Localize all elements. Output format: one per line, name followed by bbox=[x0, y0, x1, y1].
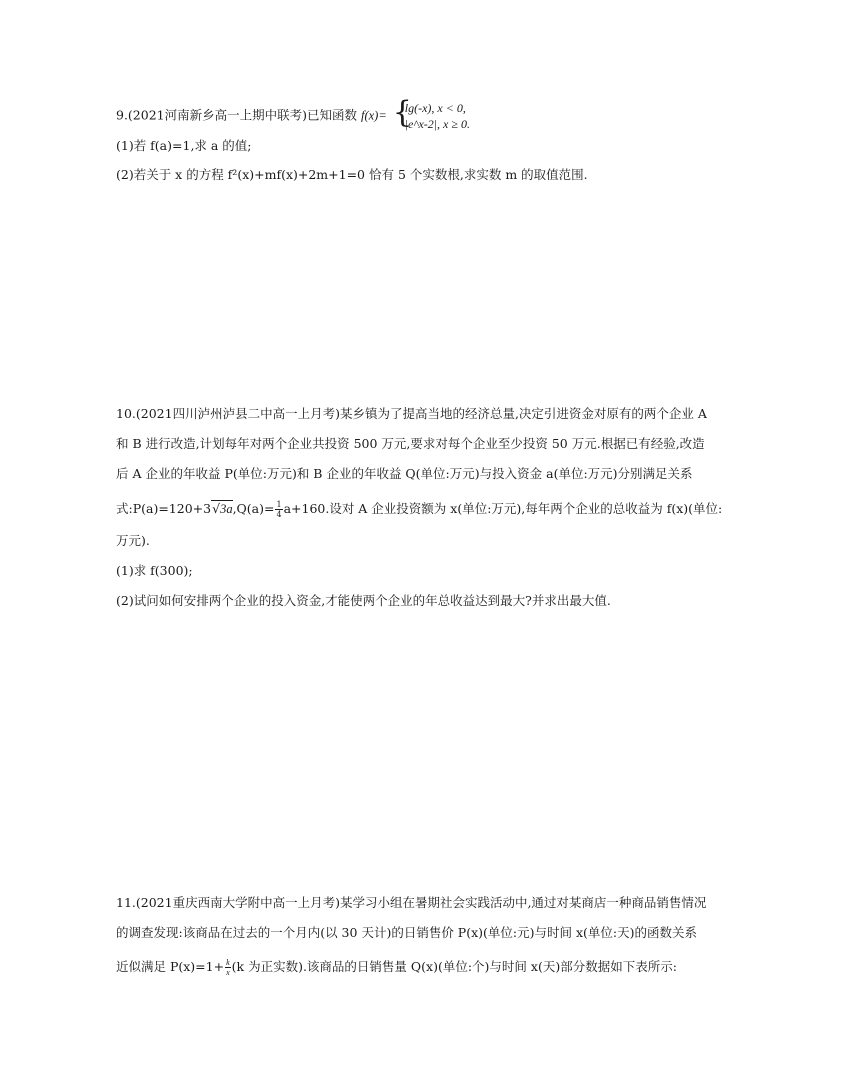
q10-fraction-num: 1 bbox=[276, 500, 282, 509]
q11-line-3 bbox=[116, 958, 677, 977]
q9-brace: { bbox=[392, 95, 412, 130]
q9-case-2: |e^x-2|, x ≥ 0. bbox=[404, 117, 470, 131]
q10-formula-rest: a+160.设对 A 企业投资额为 x(单位:万元),每年两个企业的总收益为 f(x)(单位: bbox=[283, 501, 723, 516]
q11-line-2: 的调查发现:该商品在过去的一个月内(以 30 天计)的日销售价 P(x)(单位:元)与时间 x(单位:天)的函数关系 bbox=[116, 925, 697, 940]
q9-piecewise-function bbox=[392, 95, 470, 132]
q10-sqrt-radicand: 3a bbox=[220, 502, 233, 516]
q9-function-lhs: f(x)= bbox=[360, 108, 387, 123]
q9-part-1: (1)若 f(a)=1,求 a 的值; bbox=[116, 138, 252, 153]
q11-line-1: 11.(2021重庆西南大学附中高一上月考)某学习小组在暑期社会实践活动中,通过对某商店一种商品销售情况 bbox=[116, 895, 707, 910]
q9-header: 9.(2021河南新乡高一上期中联考)已知函数 bbox=[116, 107, 357, 123]
q10-sqrt: √3a bbox=[212, 501, 233, 516]
q11-fraction-den: x bbox=[226, 968, 230, 977]
q11-fraction-num: k bbox=[226, 958, 230, 967]
q10-line-2: 和 B 进行改造,计划每年对两个企业共投资 500 万元,要求对每个企业至少投资 50 万元.根据已有经验,改造 bbox=[116, 436, 705, 451]
q9-case-1: lg(-x), x < 0, bbox=[404, 101, 466, 115]
q10-fraction bbox=[275, 500, 282, 519]
q10-line-5: 万元). bbox=[116, 533, 150, 548]
q10-part-2: (2)试问如何安排两个企业的投入资金,才能使两个企业的年总收益达到最大?并求出最大值. bbox=[116, 593, 611, 608]
q10-formula-q: ,Q(a)= bbox=[232, 501, 275, 516]
q10-fraction-den: 4 bbox=[276, 510, 282, 519]
q9-part-2: (2)若关于 x 的方程 f²(x)+mf(x)+2m+1=0 恰有 5 个实数根,求实数 m 的取值范围. bbox=[116, 167, 588, 182]
q11-fraction bbox=[225, 958, 231, 977]
q11-formula-rest: (k 为正实数).该商品的日销售量 Q(x)(单位:个)与时间 x(天)部分数据如下表所示: bbox=[231, 959, 677, 974]
q10-line-4 bbox=[116, 500, 722, 519]
q11-formula-p: 近似满足 P(x)=1+ bbox=[116, 959, 225, 974]
q10-formula-p: 式:P(a)=120+3 bbox=[116, 501, 212, 516]
q9-header-line bbox=[116, 95, 470, 132]
q10-line-1: 10.(2021四川泸州泸县二中高一上月考)某乡镇为了提高当地的经济总量,决定引进资金对原有的两个企业 A bbox=[116, 406, 707, 421]
q10-part-1: (1)求 f(300); bbox=[116, 563, 193, 578]
q10-line-3: 后 A 企业的年收益 P(单位:万元)和 B 企业的年收益 Q(单位:万元)与投入资金 a(单位:万元)分别满足关系 bbox=[116, 466, 693, 481]
